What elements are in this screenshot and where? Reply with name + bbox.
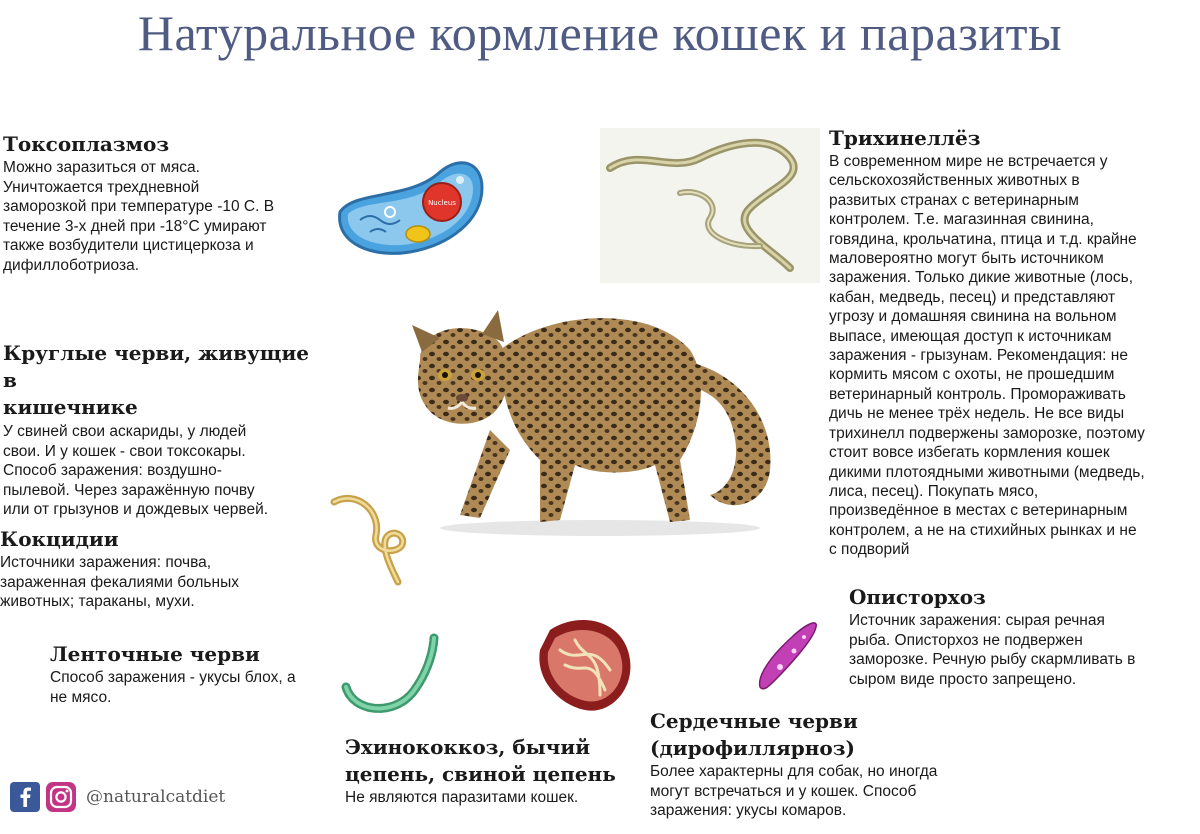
- heartworm-illustration: [530, 610, 640, 720]
- text-line: заражения - грызунам. Рекомендация: не: [829, 347, 1128, 365]
- section-heading: [650, 708, 990, 762]
- text-line: Более характерны для собак, но иногда: [650, 763, 938, 780]
- text-line: сыром виде просто запрещено.: [849, 670, 1077, 688]
- text-line: пылевой. Через заражённую почву: [3, 481, 255, 499]
- text-line: Уничтожается трехдневной: [3, 178, 200, 196]
- text-line: дикими плотоядными животными (медведь,: [829, 463, 1145, 481]
- text-line: Не являются паразитами кошек.: [345, 789, 579, 806]
- text-line: сельскохозяйственных животных в: [829, 172, 1080, 190]
- text-line: лиса, песец). Покупать мясо,: [829, 482, 1039, 500]
- section-heading: Ленточные черви: [50, 642, 260, 666]
- heading-line: Сердечные черви: [650, 709, 858, 733]
- section-heading: Трихинеллёз: [829, 126, 981, 150]
- instagram-icon[interactable]: [46, 782, 76, 812]
- leopard-cat-illustration: [400, 290, 790, 540]
- text-line: контролем. Т.е. магазинная свинина,: [829, 211, 1094, 229]
- text-line: заморозке. Речную рыбу скармливать в: [849, 651, 1136, 668]
- toxoplasma-cell-illustration: [330, 150, 490, 265]
- text-line: течение 3-х дней при -18°С умирают: [3, 217, 267, 235]
- opisthorchis-fluke-illustration: [752, 615, 822, 695]
- instagram-handle[interactable]: @naturalcatdiet: [86, 787, 226, 807]
- heading-line: Круглые черви, живущие в: [3, 341, 310, 392]
- section-text: [0, 553, 300, 612]
- heading-line: кишечнике: [3, 395, 138, 419]
- text-line: Можно заразиться от мяса.: [3, 159, 200, 176]
- text-line: угрозу и домашняя свинина на вольном: [829, 308, 1117, 326]
- text-line: развитых странах с ветеринарным: [829, 191, 1079, 209]
- social-footer: [10, 782, 225, 812]
- text-line: трихинелл подвержены заморозке, поэтому: [829, 424, 1145, 442]
- text-line: Способ заражения - укусы блох, а: [50, 669, 296, 686]
- text-line: Источник заражения: сырая речная: [849, 612, 1105, 629]
- section-heading: Описторхоз: [849, 585, 986, 609]
- text-line: ветеринарный контроль. Проморaживать: [829, 385, 1126, 403]
- section-heading: [3, 340, 323, 421]
- text-line: выпасе, имеющая доступ к источникам: [829, 327, 1112, 345]
- text-line: с подворий: [829, 541, 910, 559]
- text-line: У свиней свои аскариды, у людей: [3, 423, 247, 440]
- section-heading: Кокцидии: [0, 527, 119, 551]
- section-text: [50, 668, 350, 707]
- text-line: заморозкой при температуре -10 С. В: [3, 198, 275, 215]
- text-line: заражения: укусы комаров.: [650, 802, 847, 819]
- section-heading: [345, 734, 635, 788]
- tapeworm-illustration: [338, 632, 443, 722]
- facebook-icon[interactable]: [10, 782, 40, 812]
- section-coccidia: [0, 526, 300, 612]
- heading-line: Эхинококкоз, бычий: [345, 735, 591, 759]
- text-line: произведённое в местах с ветеринарным: [829, 502, 1128, 520]
- text-line: дифиллоботриоза.: [3, 256, 140, 274]
- text-line: дичь не менее трёх недель. Не все виды: [829, 405, 1125, 423]
- section-echinococcosis: [345, 734, 635, 808]
- text-line: контролем, а не на стихийных рынках и не: [829, 521, 1137, 539]
- section-toxoplasmosis: [3, 131, 323, 275]
- section-trichinellosis: [829, 125, 1199, 560]
- text-line: Источники заражения: почва,: [0, 554, 212, 571]
- text-line: Способ заражения: воздушно-: [3, 462, 222, 479]
- section-text: [829, 152, 1199, 560]
- section-text: [3, 422, 323, 520]
- text-line: стоит вовсе избегать кормления кошек: [829, 444, 1110, 462]
- section-tapeworms: [50, 641, 350, 707]
- text-line: зараженная фекалиями больных: [0, 573, 239, 591]
- section-heading: Токсоплазмоз: [3, 132, 170, 156]
- section-roundworms: [3, 340, 323, 520]
- text-line: могут встречаться и у кошек. Способ: [650, 782, 917, 800]
- text-line: говядина, крольчатина, птица и т.д. крайне: [829, 230, 1137, 248]
- text-line: маловероятно могут быть источником: [829, 250, 1104, 268]
- text-line: заражения. Только дикие животные (лось,: [829, 269, 1134, 287]
- section-text: [345, 788, 635, 808]
- roundworm-illustration: [326, 490, 411, 590]
- nucleus-label: Nucleus: [428, 199, 456, 207]
- text-line: также возбудители цистицеркоза и: [3, 237, 254, 254]
- text-line: не мясо.: [50, 688, 112, 706]
- text-line: В современном мире не встречается у: [829, 153, 1108, 170]
- text-line: кормить мясом с охоты, не прошедшим: [829, 366, 1115, 384]
- text-line: свои. И у кошек - свои токсокары.: [3, 442, 246, 460]
- text-line: или от грызунов и дождевых червей.: [3, 501, 269, 518]
- section-text: [3, 158, 323, 275]
- section-opisthorchiasis: [849, 584, 1189, 689]
- section-text: [650, 762, 990, 821]
- heading-line: (дирофиллярноз): [650, 736, 855, 760]
- section-heartworms: [650, 708, 990, 821]
- text-line: кабан, медведь, песец) и представляют: [829, 288, 1116, 306]
- text-line: животных; тараканы, мухи.: [0, 593, 195, 610]
- trichinella-worm-illustration: [600, 128, 820, 283]
- heading-line: цепень, свиной цепень: [345, 762, 616, 786]
- page-title: Натуральное кормление кошек и паразиты: [137, 5, 1063, 61]
- text-line: рыба. Описторхоз не подвержен: [849, 631, 1083, 649]
- section-text: [849, 611, 1189, 689]
